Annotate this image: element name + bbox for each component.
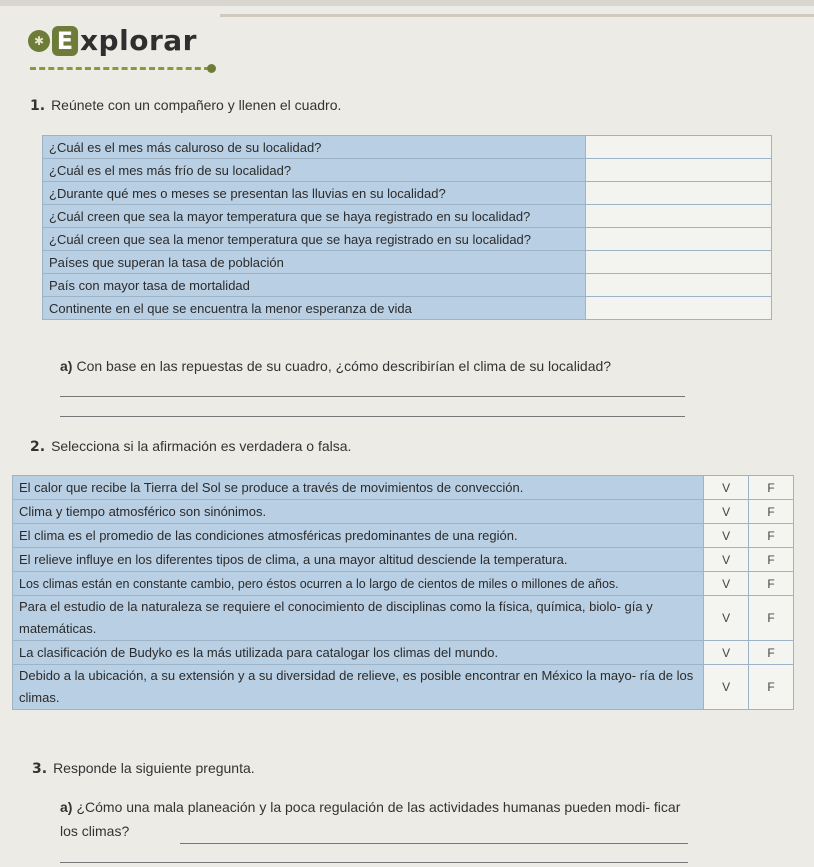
top-rule-secondary bbox=[220, 14, 814, 17]
section-title: xplorar bbox=[80, 24, 197, 57]
false-option[interactable]: F bbox=[749, 641, 794, 665]
true-option[interactable]: V bbox=[704, 500, 749, 524]
true-option[interactable]: V bbox=[704, 476, 749, 500]
answer-line[interactable] bbox=[180, 843, 688, 844]
answer-line[interactable] bbox=[60, 862, 688, 863]
statement-cell: El clima es el promedio de las condiciones atmosféricas predominantes de una región. bbox=[13, 524, 704, 548]
answer-line[interactable] bbox=[60, 396, 685, 397]
statement-cell: La clasificación de Budyko es la más utilizada para catalogar los climas del mundo. bbox=[13, 641, 704, 665]
table-row-question: ¿Cuál creen que sea la mayor temperatura que se haya registrado en su localidad? bbox=[43, 205, 586, 228]
activity2-table bbox=[12, 475, 794, 710]
answer-cell[interactable] bbox=[586, 297, 772, 320]
statement-cell: Debido a la ubicación, a su extensión y a su diversidad de relieve, es posible encontrar en México la mayo- ría de los climas. bbox=[13, 665, 704, 710]
answer-cell[interactable] bbox=[586, 274, 772, 297]
activity1-instruction: 1. Reúnete con un compañero y llenen el cuadro. bbox=[30, 97, 342, 114]
true-option[interactable]: V bbox=[704, 665, 749, 710]
answer-cell[interactable] bbox=[586, 228, 772, 251]
activity1-table bbox=[42, 135, 772, 320]
true-option[interactable]: V bbox=[704, 596, 749, 641]
section-header bbox=[28, 24, 197, 57]
table-row-question: País con mayor tasa de mortalidad bbox=[43, 274, 586, 297]
top-rule bbox=[0, 0, 814, 6]
false-option[interactable]: F bbox=[749, 476, 794, 500]
activity2-instruction: 2. Selecciona si la afirmación es verdadera o falsa. bbox=[30, 438, 352, 455]
activity3-question-a: a) ¿Cómo una mala planeación y la poca regulación de las actividades humanas pueden modi- ficar los climas? bbox=[60, 799, 681, 839]
activity1-question-a: a) Con base en las repuestas de su cuadro, ¿cómo describirían el clima de su localidad? bbox=[60, 358, 612, 374]
false-option[interactable]: F bbox=[749, 665, 794, 710]
false-option[interactable]: F bbox=[749, 500, 794, 524]
false-option[interactable]: F bbox=[749, 524, 794, 548]
false-option[interactable]: F bbox=[749, 596, 794, 641]
true-option[interactable]: V bbox=[704, 572, 749, 596]
false-option[interactable]: F bbox=[749, 572, 794, 596]
table-row-question: Países que superan la tasa de población bbox=[43, 251, 586, 274]
dashed-divider bbox=[30, 67, 210, 70]
activity1-number: 1. bbox=[30, 98, 46, 114]
statement-cell: El calor que recibe la Tierra del Sol se produce a través de movimientos de convección. bbox=[13, 476, 704, 500]
answer-cell[interactable] bbox=[586, 251, 772, 274]
true-option[interactable]: V bbox=[704, 548, 749, 572]
table-row-question: Continente en el que se encuentra la menor esperanza de vida bbox=[43, 297, 586, 320]
statement-cell: Los climas están en constante cambio, pero éstos ocurren a lo largo de cientos de miles o millones de años. bbox=[13, 572, 704, 596]
answer-cell[interactable] bbox=[586, 182, 772, 205]
activity3-number: 3. bbox=[32, 761, 48, 777]
false-option[interactable]: F bbox=[749, 548, 794, 572]
answer-cell[interactable] bbox=[586, 159, 772, 182]
answer-cell[interactable] bbox=[586, 136, 772, 159]
activity3-instruction: 3. Responde la siguiente pregunta. bbox=[32, 760, 255, 777]
true-option[interactable]: V bbox=[704, 524, 749, 548]
activity2-number: 2. bbox=[30, 439, 46, 455]
table-row-question: ¿Cuál es el mes más frío de su localidad? bbox=[43, 159, 586, 182]
gear-icon: ✱ bbox=[28, 30, 50, 52]
table-row-question: ¿Cuál creen que sea la menor temperatura que se haya registrado en su localidad? bbox=[43, 228, 586, 251]
answer-cell[interactable] bbox=[586, 205, 772, 228]
statement-cell: El relieve influye en los diferentes tipos de clima, a una mayor altitud desciende la temperatura. bbox=[13, 548, 704, 572]
true-option[interactable]: V bbox=[704, 641, 749, 665]
logo-letter: E bbox=[52, 26, 78, 56]
answer-line[interactable] bbox=[60, 416, 685, 417]
table-row-question: ¿Durante qué mes o meses se presentan las lluvias en su localidad? bbox=[43, 182, 586, 205]
divider-dot-icon bbox=[207, 64, 216, 73]
statement-cell: Clima y tiempo atmosférico son sinónimos. bbox=[13, 500, 704, 524]
statement-cell: Para el estudio de la naturaleza se requiere el conocimiento de disciplinas como la física, química, biolo- gía y matemáticas. bbox=[13, 596, 704, 641]
table-row-question: ¿Cuál es el mes más caluroso de su localidad? bbox=[43, 136, 586, 159]
